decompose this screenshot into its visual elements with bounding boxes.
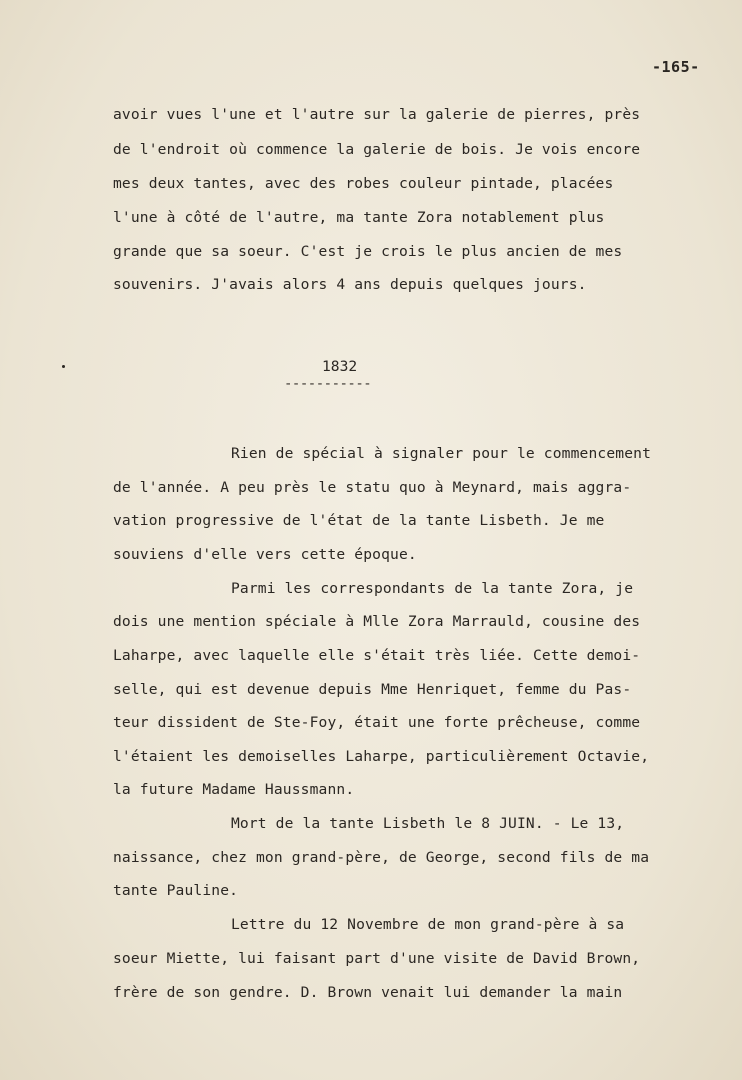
text-line: grande que sa soeur. C'est je crois le plus ancien de mes [113,243,623,260]
text-line: vation progressive de l'état de la tante Lisbeth. Je me [113,512,605,529]
text-line: souviens d'elle vers cette époque. [113,546,417,563]
text-line: Mort de la tante Lisbeth le 8 JUIN. - Le 13, [231,815,625,832]
text-line: souvenirs. J'avais alors 4 ans depuis quelques jours. [113,276,587,293]
section-year-underline: ----------- [284,376,372,392]
text-line: de l'année. A peu près le statu quo à Meynard, mais aggra- [113,479,632,496]
text-line: tante Pauline. [113,882,239,899]
text-line: avoir vues l'une et l'autre sur la galerie de pierres, près [113,106,641,123]
page-number: -165- [652,58,700,76]
text-line: l'étaient les demoiselles Laharpe, particulièrement Octavie, [113,748,650,765]
text-line: mes deux tantes, avec des robes couleur pintade, placées [113,175,614,192]
text-line: selle, qui est devenue depuis Mme Henriquet, femme du Pas- [113,681,632,698]
text-line: Parmi les correspondants de la tante Zora, je [231,580,634,597]
text-line: teur dissident de Ste-Foy, était une forte prêcheuse, comme [113,714,641,731]
text-line: dois une mention spéciale à Mlle Zora Marrauld, cousine des [113,613,641,630]
text-line: la future Madame Haussmann. [113,781,355,798]
ink-dot [62,365,65,368]
text-line: Laharpe, avec laquelle elle s'était très liée. Cette demoi- [113,647,641,664]
text-line: de l'endroit où commence la galerie de bois. Je vois encore [113,141,641,158]
text-line: Rien de spécial à signaler pour le commencement [231,445,652,462]
text-line: l'une à côté de l'autre, ma tante Zora notablement plus [113,209,605,226]
text-line: soeur Miette, lui faisant part d'une visite de David Brown, [113,950,641,967]
section-year-heading: 1832 [322,358,358,375]
text-line: Lettre du 12 Novembre de mon grand-père à sa [231,916,625,933]
text-line: frère de son gendre. D. Brown venait lui demander la main [113,984,623,1001]
text-line: naissance, chez mon grand-père, de George, second fils de ma [113,849,650,866]
